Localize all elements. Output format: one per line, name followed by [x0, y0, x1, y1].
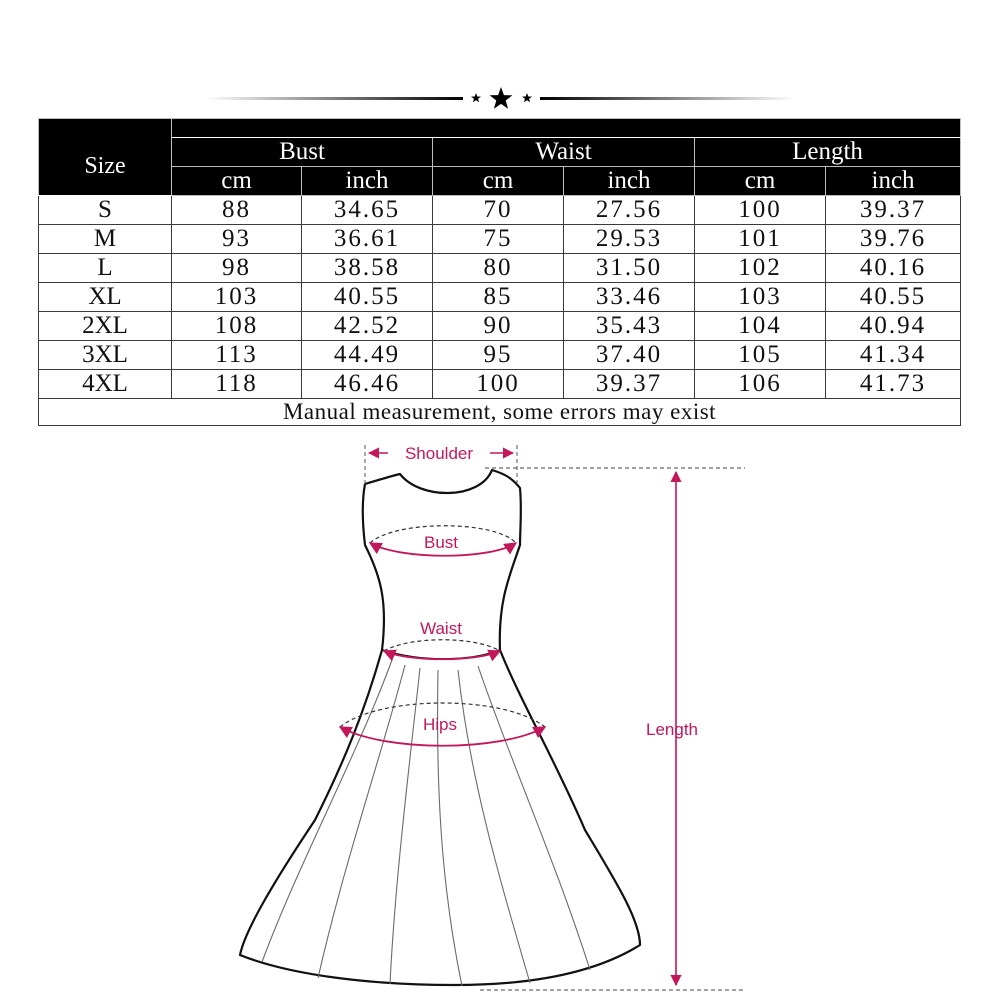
table-cell: 41.34 — [826, 341, 961, 370]
waist-header: Waist — [433, 138, 695, 167]
table-cell: 113 — [172, 341, 302, 370]
table-cell: 103 — [695, 283, 826, 312]
bust-header: Bust — [172, 138, 433, 167]
size-column-header: Size — [39, 119, 172, 196]
table-cell: 103 — [172, 283, 302, 312]
table-cell: 98 — [172, 254, 302, 283]
size-cell: M — [39, 225, 172, 254]
table-cell: 39.37 — [826, 196, 961, 225]
table-cell: 100 — [433, 370, 564, 399]
table-cell: 31.50 — [564, 254, 695, 283]
table-cell: 37.40 — [564, 341, 695, 370]
table-cell: 118 — [172, 370, 302, 399]
bust-label: Bust — [423, 533, 459, 552]
table-cell: 93 — [172, 225, 302, 254]
size-cell: XL — [39, 283, 172, 312]
table-cell: 41.73 — [826, 370, 961, 399]
length-label: Length — [646, 720, 698, 739]
waist-label: Waist — [420, 619, 462, 638]
table-cell: 35.43 — [564, 312, 695, 341]
table-cell: 40.94 — [826, 312, 961, 341]
size-cell: L — [39, 254, 172, 283]
table-cell: 88 — [172, 196, 302, 225]
size-cell: 2XL — [39, 312, 172, 341]
table-cell: 39.76 — [826, 225, 961, 254]
table-cell: 90 — [433, 312, 564, 341]
table-cell: 95 — [433, 341, 564, 370]
unit-header: cm — [695, 167, 826, 196]
size-cell: 3XL — [39, 341, 172, 370]
measurement-footnote: Manual measurement, some errors may exist — [39, 399, 961, 426]
table-cell: 75 — [433, 225, 564, 254]
table-cell: 44.49 — [302, 341, 433, 370]
table-cell: 101 — [695, 225, 826, 254]
size-cell: 4XL — [39, 370, 172, 399]
unit-header: cm — [433, 167, 564, 196]
table-cell: 40.55 — [826, 283, 961, 312]
unit-header: inch — [564, 167, 695, 196]
table-cell: 105 — [695, 341, 826, 370]
table-cell: 40.16 — [826, 254, 961, 283]
table-cell: 42.52 — [302, 312, 433, 341]
table-cell: 80 — [433, 254, 564, 283]
table-cell: 34.65 — [302, 196, 433, 225]
table-cell: 85 — [433, 283, 564, 312]
length-header: Length — [695, 138, 961, 167]
table-cell: 106 — [695, 370, 826, 399]
table-cell: 39.37 — [564, 370, 695, 399]
table-cell: 38.58 — [302, 254, 433, 283]
table-cell: 36.61 — [302, 225, 433, 254]
table-cell: 108 — [172, 312, 302, 341]
unit-header: inch — [826, 167, 961, 196]
unit-header: cm — [172, 167, 302, 196]
table-cell: 100 — [695, 196, 826, 225]
table-cell: 70 — [433, 196, 564, 225]
table-cell: 27.56 — [564, 196, 695, 225]
table-cell: 33.46 — [564, 283, 695, 312]
unit-header: inch — [302, 167, 433, 196]
table-cell: 40.55 — [302, 283, 433, 312]
table-cell: 102 — [695, 254, 826, 283]
shoulder-label: Shoulder — [404, 444, 474, 463]
table-cell: 46.46 — [302, 370, 433, 399]
table-cell: 104 — [695, 312, 826, 341]
size-cell: S — [39, 196, 172, 225]
hips-label: Hips — [422, 715, 458, 734]
table-cell: 29.53 — [564, 225, 695, 254]
